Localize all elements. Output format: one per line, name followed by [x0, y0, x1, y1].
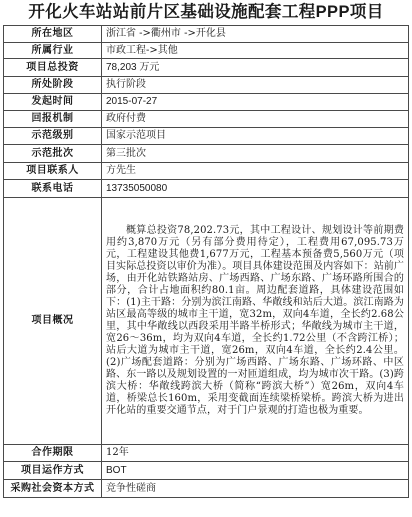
value-phone: 13735050080	[102, 180, 409, 198]
value-procurement: 竞争性磋商	[102, 480, 409, 498]
label-contact: 项目联系人	[4, 163, 102, 180]
row-operation-mode	[4, 462, 409, 480]
label-procurement: 采购社会资本方式	[4, 480, 102, 498]
row-launch-date	[4, 94, 409, 111]
value-region: 浙江省 ->衢州市 ->开化县	[102, 26, 409, 43]
value-return-mechanism: 政府付费	[102, 111, 409, 128]
page-title: 开化火车站站前片区基础设施配套工程PPP项目	[28, 3, 384, 21]
label-term: 合作期限	[4, 445, 102, 462]
row-overview	[4, 198, 409, 445]
row-demo-batch	[4, 145, 409, 163]
value-industry: 市政工程->其他	[102, 43, 409, 59]
value-contact: 方先生	[102, 163, 409, 180]
label-total-investment: 项目总投资	[4, 59, 102, 77]
label-return-mechanism: 回报机制	[4, 111, 102, 128]
label-demo-batch: 示范批次	[4, 145, 102, 163]
value-demo-batch: 第三批次	[102, 145, 409, 163]
value-term: 12年	[102, 445, 409, 462]
label-industry: 所属行业	[4, 43, 102, 59]
row-demo-level	[4, 128, 409, 145]
label-overview: 项目概况	[4, 198, 102, 445]
value-operation-mode: BOT	[102, 462, 409, 480]
row-procurement	[4, 480, 409, 498]
row-term	[4, 445, 409, 462]
label-launch-date: 发起时间	[4, 94, 102, 111]
row-phone	[4, 180, 409, 198]
label-phone: 联系电话	[4, 180, 102, 198]
row-contact	[4, 163, 409, 180]
project-info-table	[3, 25, 409, 498]
row-stage	[4, 77, 409, 94]
label-demo-level: 示范级别	[4, 128, 102, 145]
label-operation-mode: 项目运作方式	[4, 462, 102, 480]
value-stage: 执行阶段	[102, 77, 409, 94]
label-stage: 所处阶段	[4, 77, 102, 94]
row-industry	[4, 43, 409, 59]
label-region: 所在地区	[4, 26, 102, 43]
value-total-investment: 78,203 万元	[102, 59, 409, 77]
row-region	[4, 26, 409, 43]
row-total-investment	[4, 59, 409, 77]
value-launch-date: 2015-07-27	[102, 94, 409, 111]
row-return-mechanism	[4, 111, 409, 128]
value-overview: 概算总投资78,202.73元，其中工程设计、规划设计等前期费用约3,870万元（另有部分费用待定），工程费用67,095.73万元，工程建设其他费1,677万元，工程基本预备费5,560万元（项目实际总投资以审价为准）。项目具体建设范围及内容如下：站前广场，由开化站铁路站房、广场西路、广场东路、广场环路所围合的部分，合计占地面积约80.1亩。周边配套道路，具体建设范围如下：(1)主干路：分别为滨江南路、华敞线和站后大道。滨江南路为站区最高等级的城市主干道，宽32m，双向4车道，全长约2.68公里，其中华敞线以西段采用半路半桥形式；华敞线为城市主干道，宽26～36m，均为双向4车道，全长约1.72公里（不含跨江桥）；站后大道为城市主干道，宽26m，双向4车道，全长约2.4公里。(2)广场配套道路：分别为广场西路、广场东路、广场环路、中区路、东一路以及规划设置的一对匝道组成，均为城市次干路。(3)跨滨大桥：华敞线跨滨大桥（简称“跨滨大桥”）宽26m，双向4车道，桥梁总长160m，采用变截面连续梁桥梁桥。跨滨大桥为进出开化站的重要交通节点，对于门户景观的打造也极为重要。	[102, 198, 409, 445]
value-demo-level: 国家示范项目	[102, 128, 409, 145]
